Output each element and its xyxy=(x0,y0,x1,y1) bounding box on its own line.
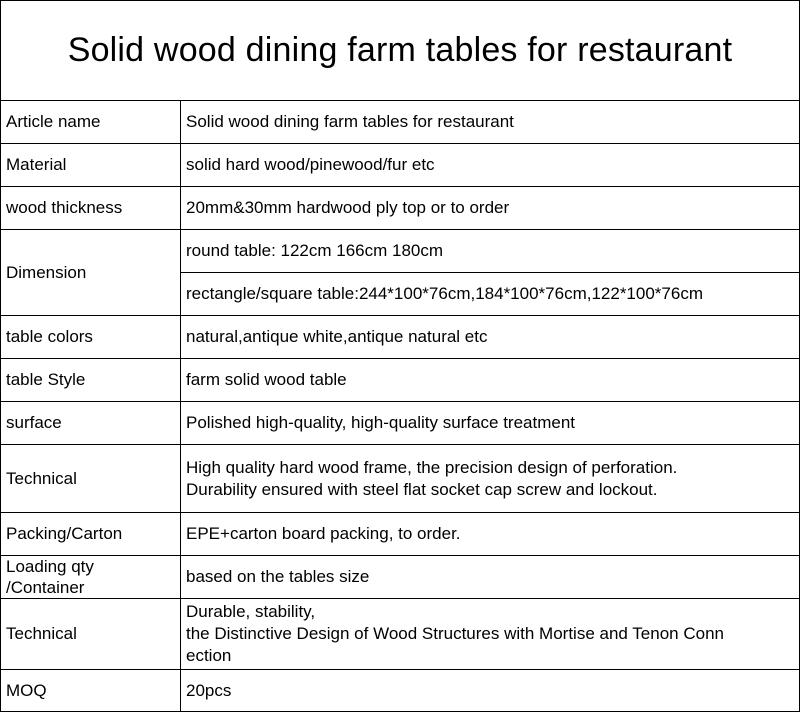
row-value xyxy=(181,445,800,513)
table-row xyxy=(1,187,800,230)
row-label: table colors xyxy=(1,316,181,359)
row-value: solid hard wood/pinewood/fur etc xyxy=(181,144,800,187)
row-value: Polished high-quality, high-quality surface treatment xyxy=(181,402,800,445)
row-label: Article name xyxy=(1,101,181,144)
value-line: ection xyxy=(186,646,232,665)
table-row xyxy=(1,359,800,402)
row-label: wood thickness xyxy=(1,187,181,230)
table-row xyxy=(1,599,800,670)
row-value: Solid wood dining farm tables for restaurant xyxy=(181,101,800,144)
value-line: Durable, stability, xyxy=(186,602,316,621)
row-label: MOQ xyxy=(1,670,181,712)
row-label: surface xyxy=(1,402,181,445)
table-row xyxy=(1,402,800,445)
row-value: farm solid wood table xyxy=(181,359,800,402)
table-row xyxy=(1,556,800,599)
label-line: Loading qty xyxy=(6,557,94,576)
row-value: based on the tables size xyxy=(181,556,800,599)
value-line: High quality hard wood frame, the precision design of perforation. xyxy=(186,457,678,477)
table-row xyxy=(1,101,800,144)
table-row xyxy=(1,230,800,273)
row-label: Technical xyxy=(1,445,181,513)
row-value: round table: 122cm 166cm 180cm xyxy=(181,230,800,273)
row-label xyxy=(1,556,181,599)
row-label: Technical xyxy=(1,599,181,670)
table-row xyxy=(1,670,800,712)
row-value: 20mm&30mm hardwood ply top or to order xyxy=(181,187,800,230)
label-line: /Container xyxy=(6,578,85,597)
table-row xyxy=(1,513,800,556)
spec-table xyxy=(0,100,800,712)
value-line: the Distinctive Design of Wood Structures with Mortise and Tenon Conn xyxy=(186,624,724,643)
value-line: Durability ensured with steel flat socket cap screw and lockout. xyxy=(186,479,658,499)
row-value: rectangle/square table:244*100*76cm,184*100*76cm,122*100*76cm xyxy=(181,273,800,316)
page-title: Solid wood dining farm tables for restaurant xyxy=(0,0,800,100)
row-label: Dimension xyxy=(1,230,181,316)
row-value xyxy=(181,599,800,670)
table-row xyxy=(1,445,800,513)
row-value: 20pcs xyxy=(181,670,800,712)
row-value: natural,antique white,antique natural etc xyxy=(181,316,800,359)
row-label: table Style xyxy=(1,359,181,402)
row-label: Material xyxy=(1,144,181,187)
table-row xyxy=(1,144,800,187)
row-label: Packing/Carton xyxy=(1,513,181,556)
table-row xyxy=(1,316,800,359)
row-value: EPE+carton board packing, to order. xyxy=(181,513,800,556)
